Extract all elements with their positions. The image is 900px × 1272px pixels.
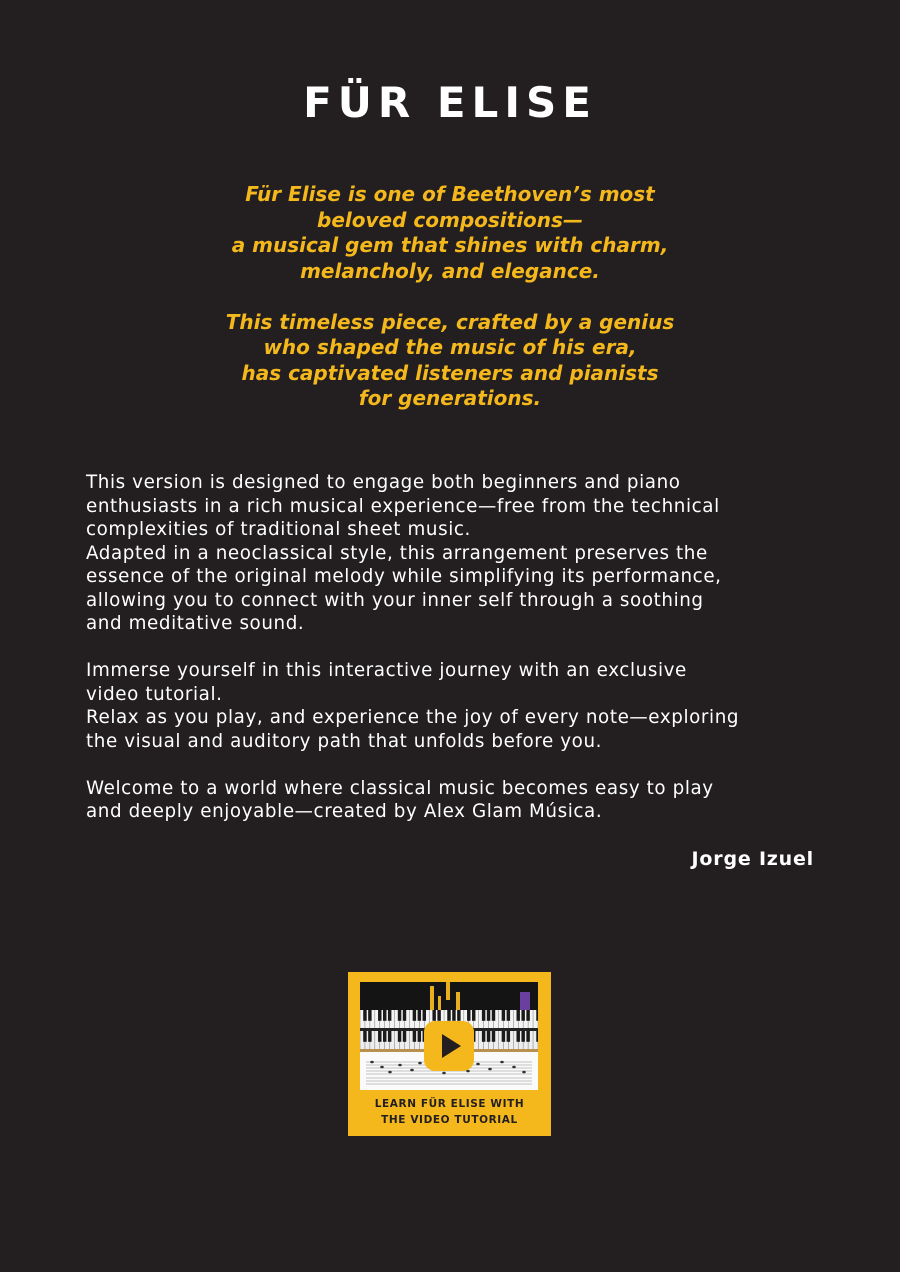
body-line: complexities of traditional sheet music. — [86, 519, 471, 540]
video-tutorial-label — [348, 1096, 551, 1128]
body-line: video tutorial. — [86, 683, 223, 705]
intro-line: a musical gem that shines with charm, — [231, 233, 669, 257]
body-line: Adapted in a neoclassical style, this arrangement preserves the — [86, 542, 708, 564]
body-line: the visual and auditory path that unfolds before you. — [86, 730, 603, 752]
video-tutorial-label-line: THE VIDEO TUTORIAL — [381, 1114, 518, 1126]
play-icon[interactable] — [423, 1020, 475, 1072]
body-line: essence of the original melody while simplifying its performance, — [86, 566, 722, 587]
body-line: and meditative sound. — [86, 613, 305, 634]
body-line: Welcome to a world where classical music becomes easy to play — [86, 777, 714, 799]
video-tutorial-label-line: LEARN FÜR ELISE WITH — [374, 1098, 525, 1110]
body-line: This version is designed to engage both beginners and piano — [86, 472, 681, 493]
body-line: Immerse yourself in this interactive journey with an exclusive — [86, 660, 687, 681]
intro-quote — [0, 182, 900, 412]
page-title: FÜR ELISE — [303, 78, 597, 127]
intro-line: This timeless piece, crafted by a genius — [225, 309, 675, 334]
body-line: enthusiasts in a rich musical experience—free from the technical — [86, 495, 720, 517]
author-signature: Jorge Izuel — [691, 848, 814, 870]
description-body — [86, 471, 826, 824]
intro-line: melancholy, and elegance. — [300, 258, 600, 283]
body-line: allowing you to connect with your inner self through a soothing — [86, 589, 704, 611]
intro-line: has captivated listeners and pianists — [241, 360, 659, 385]
video-thumbnail — [360, 982, 538, 1090]
intro-line: Für Elise is one of Beethoven’s most — [245, 182, 655, 206]
intro-line: beloved compositions— — [317, 207, 583, 232]
intro-line: who shaped the music of his era, — [263, 335, 637, 359]
body-line: and deeply enjoyable—created by Alex Glam Música. — [86, 801, 603, 822]
video-tutorial-button[interactable] — [348, 972, 551, 1136]
body-line: Relax as you play, and experience the joy of every note—exploring — [86, 707, 740, 728]
intro-line: for generations. — [358, 386, 542, 410]
